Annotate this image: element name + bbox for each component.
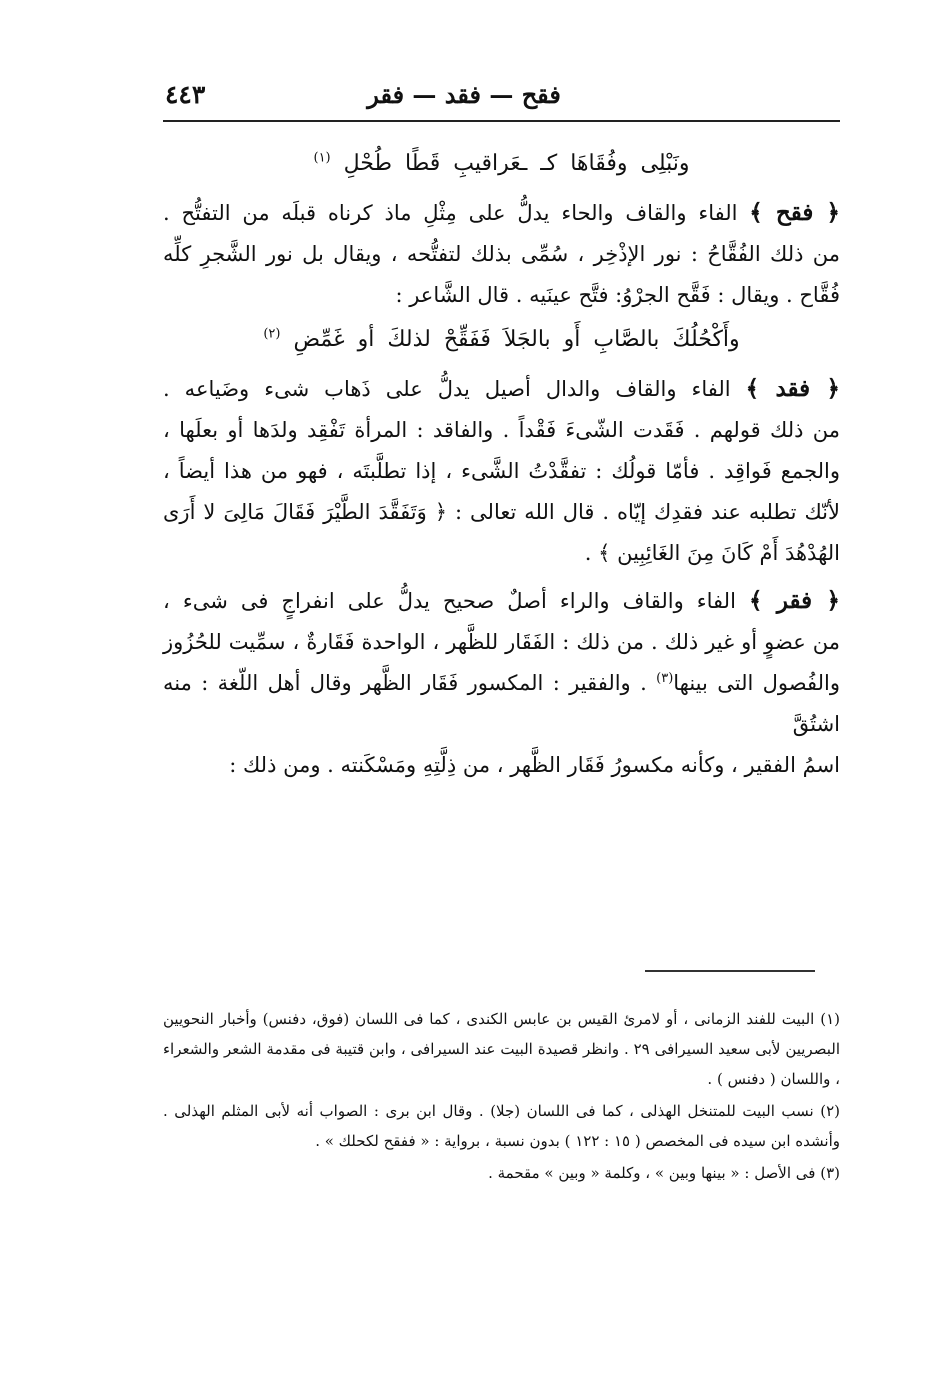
entry-faqar: [163, 580, 840, 786]
footnote-2: (٢) نسب البيت للمتنخل الهذلى ، كما فى اللسان (جلا) . وقال ابن برى : الصواب أنه لأبى المثلم الهذلى . وأنشده ابن سيده فى المخصص ( ١٥ : ١٢٢ ) بدون نسبة ، برواية : « ففقح لكحلك » .: [163, 1102, 840, 1150]
verse-1: [163, 142, 840, 186]
footnote-3: (٣) فى الأصل : « بينها وبين » ، وكلمة « وبين » مقحمة .: [488, 1164, 840, 1182]
entry-faqah-text-1: الفاء والقاف والحاء يدلُّ على مِثْلِ ماذ كرناه قبلَه من التفتُّح .: [163, 201, 738, 225]
footnotes: [163, 1004, 840, 1190]
entry-faqad-line-2: من ذلك قولهم . فَقَدت الشّىءَ فَقْداً . والفاقد : المرأة تَفْقِد ولدَها أو بعلَها ،: [163, 418, 840, 442]
entry-faqad-line-4: لأنّك تطلبه عند فقدِك إيّاه . قال الله تعالى : ﴿ وَتَفَقَّدَ الطَّيْرَ فَقَالَ مَالِىَ لا أَرَى: [163, 500, 840, 524]
header-divider: [163, 120, 840, 122]
verse-1-text: ونَبْلِى وفُقَاهَا كـ ـعَراقيبِ قَطًا طُحْلِ: [343, 151, 690, 176]
entry-faqar-line-3: [163, 663, 840, 745]
footnote-ref-1: (١): [313, 150, 331, 166]
verse-2: [163, 318, 840, 362]
entry-faqad-line-1: [163, 368, 840, 410]
headword-faqar: ﴿ فقر ﴾: [748, 587, 840, 614]
entry-faqar-line-2: من عضوٍ أو غير ذلك . من ذلك : الفَقَار للظَّهر ، الواحدة فَقَارةٌ ، سمِّيت للحُزُوز: [163, 630, 840, 654]
entry-faqad: [163, 368, 840, 574]
verse-2-text: وأَكْحُلُكَ بالصَّابِ أَو بالجَلاَ فَفَقِّحْ لذلكَ أو غَمِّضِ: [293, 327, 740, 352]
main-text: [163, 140, 840, 786]
page-number: ٤٤٣: [165, 80, 206, 109]
entry-faqah-line-3: فُقَّاح . ويقال : فَقَّح الجرْوُ: فتَّح عينَيه . قال الشَّاعر :: [395, 283, 840, 307]
entry-faqah: [163, 192, 840, 316]
entry-faqar-text-3b: . والفقير : المكسور فَقَار الظَّهر وقال أهل اللّغة : منه اشتُقَّ: [163, 671, 840, 736]
headword-faqad: ﴿ فقد ﴾: [745, 375, 840, 402]
entry-faqad-line-3: والجمع فَواقِد . فأمّا قولُك : تفقَّدْتُ الشَّىء ، إذا تطلَّبتَه ، فهو من هذا أيضاً ،: [163, 459, 840, 483]
entry-faqar-text-3a: والفُصول التى بينها: [673, 671, 840, 695]
footnote-ref-3: (٣): [656, 671, 674, 686]
entry-faqar-line-1: [163, 580, 840, 622]
entry-faqad-line-5: الهُدْهُدَ أَمْ كَانَ مِنَ الغَائِبِين ﴾ .: [584, 541, 840, 565]
headword-faqah: ﴿ فقح ﴾: [749, 199, 840, 226]
footnote-divider: [645, 970, 815, 972]
footnote-1: (١) البيت للفند الزمانى ، أو لامرئ القيس بن عابس الكندى ، كما فى اللسان (فوق، دفنس) وأخبار النحويين البصريين لأبى سعيد السيرافى ٢٩ . وانظر قصيدة البيت عند السيرافى ، وابن قتيبة فى مقدمة الشعر والشعراء ، واللسان ( دفنس ) .: [163, 1010, 840, 1088]
header-title: فقح — فقد — فقر: [367, 80, 561, 109]
entry-faqar-line-4: اسمُ الفقير ، وكأنه مكسورُ فَقَار الظَّهر ، من ذِلَّتِهِ ومَسْكَنته . ومن ذلك :: [229, 753, 840, 777]
entry-faqad-text-1: الفاء والقاف والدال أصيل يدلُّ على ذَهاب شىء وضَياعه .: [163, 377, 731, 401]
entry-faqah-line-2: من ذلك الفُقَّاحُ : نور الإذْخِر ، سُمِّى بذلك لتفتُّحه ، ويقال بل نور الشَّجرِ كلِّه: [163, 242, 840, 266]
entry-faqah-line-1: [163, 192, 840, 234]
entry-faqar-text-1: الفاء والقاف والراء أصلٌ صحيح يدلُّ على انفراجٍ فى شىء ،: [163, 589, 736, 613]
footnote-ref-2: (٢): [263, 326, 281, 342]
running-header: [165, 74, 763, 116]
